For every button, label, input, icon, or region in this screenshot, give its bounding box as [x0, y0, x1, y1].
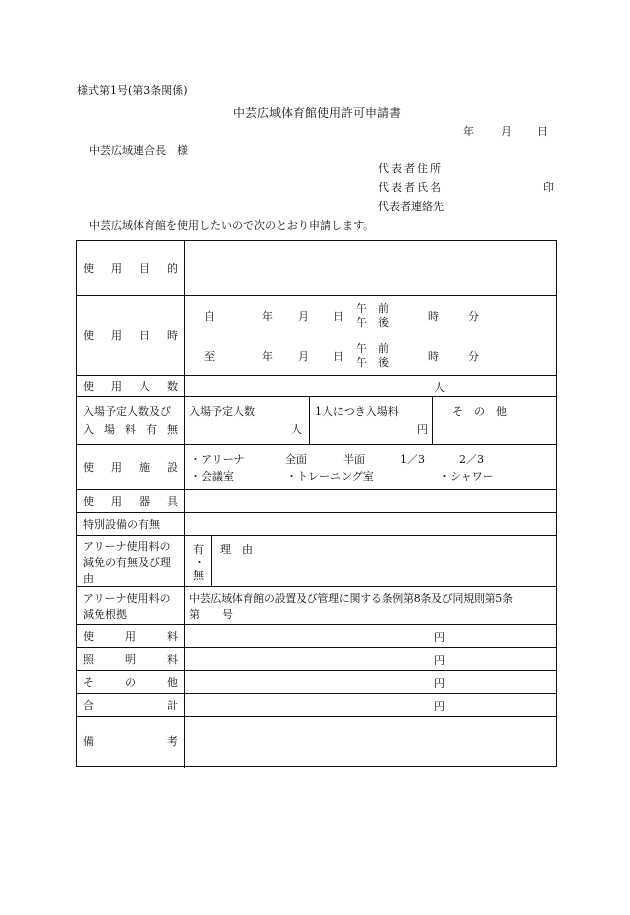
datetime-from: 自	[204, 310, 215, 323]
label-fee-other: そ の 他	[83, 675, 178, 689]
label-column-divider	[184, 241, 185, 768]
basis-text-line2: 第 号	[189, 608, 233, 621]
datetime-from-am: 午 前	[356, 302, 389, 315]
reduction-dot: ・	[194, 556, 205, 569]
datetime-from-day: 日	[333, 310, 344, 323]
datetime-to-pm: 午 後	[356, 356, 389, 369]
label-count: 使 用 人 数	[83, 379, 178, 393]
reduction-reason-label: 理 由	[220, 543, 253, 556]
label-datetime: 使 用 日 時	[83, 329, 178, 342]
label-reduction-line1: アリーナ使用料の	[83, 540, 171, 553]
admission-other-label: そ の 他	[452, 405, 507, 418]
reduction-no: 無	[193, 569, 204, 582]
datetime-to-day: 日	[333, 350, 344, 363]
datetime-to-hour: 時	[428, 350, 439, 363]
facility-one-third: 1／3	[400, 453, 425, 466]
datetime-to-year: 年	[262, 350, 273, 363]
row-divider	[77, 396, 556, 397]
facility-shower: ・シャワー	[439, 470, 494, 483]
admission-fee-label: 1人につき入場料	[315, 405, 399, 418]
label-admission-line2: 入 場 料 有 無	[83, 423, 178, 436]
fee-other-unit: 円	[434, 677, 445, 690]
row-divider	[77, 586, 556, 587]
date-year: 年	[463, 125, 474, 138]
datetime-from-minute: 分	[468, 310, 479, 323]
label-remarks: 備 考	[83, 735, 178, 748]
facility-half: 半面	[343, 453, 365, 466]
datetime-to-minute: 分	[468, 350, 479, 363]
count-unit: 人	[434, 381, 445, 394]
label-fee-use: 使 用 料	[83, 629, 178, 643]
page-title: 中芸広域体育館使用許可申請書	[233, 106, 402, 120]
date-day: 日	[537, 125, 548, 138]
facility-meeting-room: ・会議室	[190, 470, 234, 483]
admission-expected-label: 入場予定人数	[189, 405, 255, 418]
label-admission-line1: 入場予定人数及び	[83, 405, 171, 418]
admission-expected-unit: 人	[291, 423, 302, 436]
datetime-from-year: 年	[262, 310, 273, 323]
datetime-from-month: 月	[298, 310, 309, 323]
applicant-address-label: 代表者住所	[378, 162, 443, 175]
datetime-to-am: 午 前	[356, 342, 389, 355]
label-special-equipment: 特別設備の有無	[83, 517, 160, 531]
cell-divider	[432, 396, 433, 444]
facility-training-room: ・トレーニング室	[286, 470, 374, 483]
application-form-table	[76, 240, 557, 767]
row-divider	[77, 535, 556, 536]
addressee: 中芸広域連合長 様	[89, 144, 188, 157]
date-month: 月	[501, 125, 512, 138]
reduction-yes: 有	[193, 543, 204, 556]
admission-fee-unit: 円	[417, 423, 428, 436]
label-reduction-line2: 減免の有無及び理	[83, 556, 171, 569]
facility-arena: ・アリーナ	[190, 453, 245, 466]
label-equipment: 使 用 器 具	[83, 494, 178, 508]
form-number: 様式第1号(第3条関係)	[77, 84, 188, 97]
label-facility: 使 用 施 設	[83, 460, 178, 474]
cell-divider	[309, 396, 310, 444]
datetime-to-month: 月	[298, 350, 309, 363]
datetime-from-hour: 時	[428, 310, 439, 323]
label-basis-line1: アリーナ使用料の	[83, 592, 171, 605]
datetime-from-pm: 午 後	[356, 316, 389, 329]
applicant-name-label: 代表者氏名	[378, 181, 443, 194]
datetime-to: 至	[204, 350, 215, 363]
total-unit: 円	[434, 700, 445, 713]
fee-light-unit: 円	[434, 654, 445, 667]
label-reduction-line3: 由	[83, 572, 94, 585]
facility-full: 全面	[285, 453, 307, 466]
label-purpose: 使 用 目 的	[83, 262, 178, 275]
label-basis-line2: 減免根拠	[83, 608, 127, 621]
cell-divider	[211, 535, 212, 586]
label-total: 合 計	[83, 698, 178, 712]
basis-text-line1: 中芸広域体育館の設置及び管理に関する条例第8条及び同規則第5条	[189, 592, 513, 605]
fee-use-unit: 円	[434, 631, 445, 644]
applicant-contact-label: 代表者連絡先	[378, 200, 444, 213]
facility-two-thirds: 2／3	[459, 453, 484, 466]
seal-mark: 印	[543, 181, 554, 194]
label-fee-light: 照 明 料	[83, 652, 178, 666]
intro-text: 中芸広域体育館を使用したいので次のとおり申請します。	[89, 219, 375, 232]
